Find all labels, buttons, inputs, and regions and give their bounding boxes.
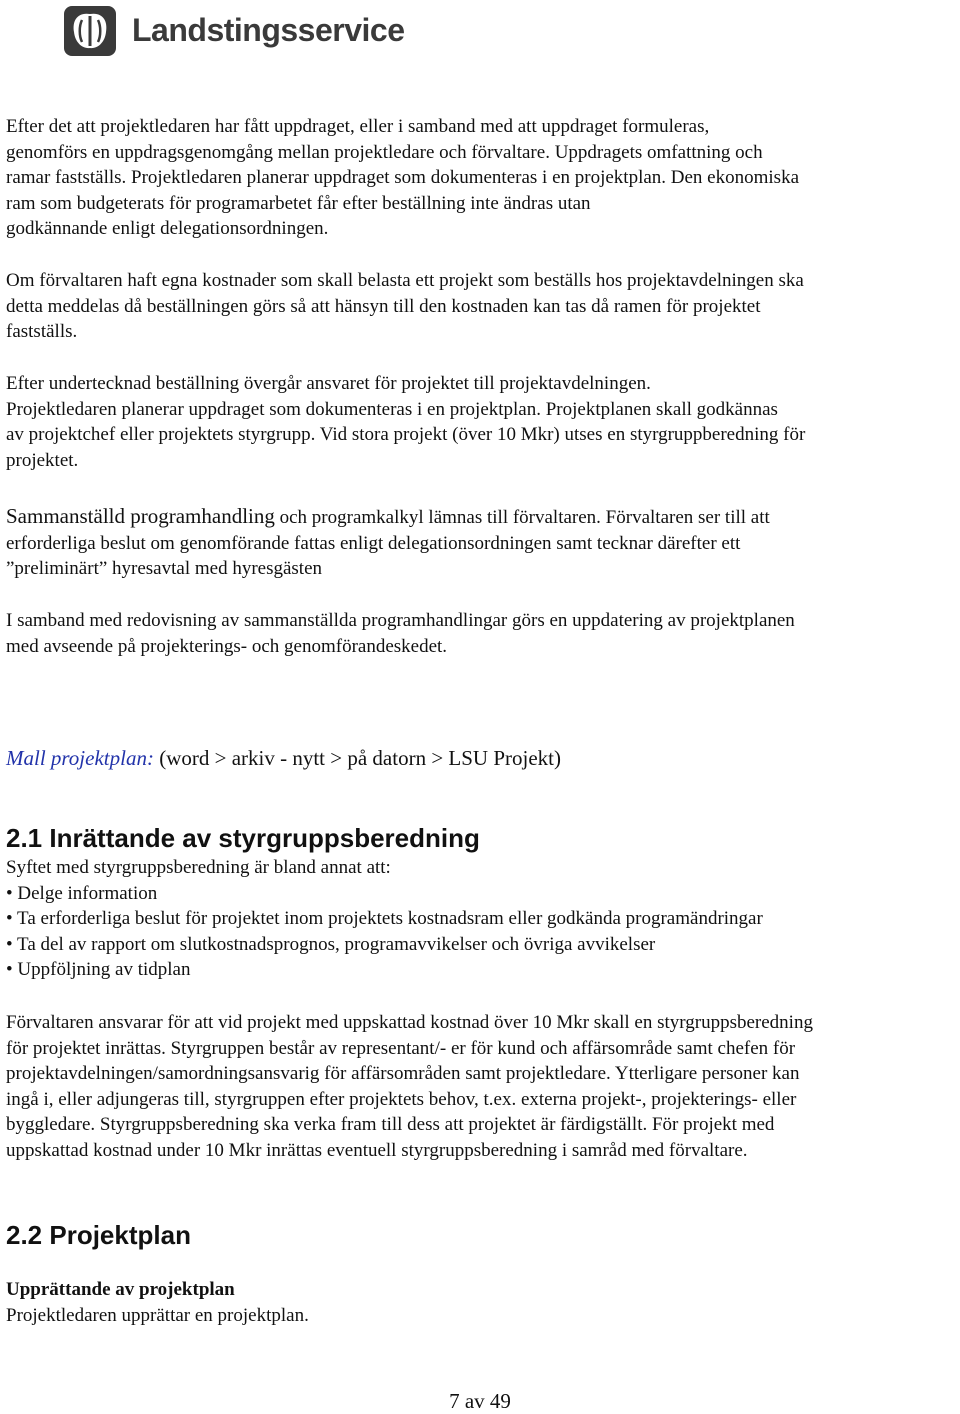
- paragraph-1: [6, 114, 956, 242]
- list-item: • Ta erforderliga beslut för projektet inom projektets kostnadsram eller godkända programändringar: [6, 908, 763, 930]
- logo: [60, 2, 405, 60]
- text-line: Projektledaren upprättar en projektplan.: [6, 1304, 309, 1326]
- text-line: projektet.: [6, 449, 79, 471]
- text-line: godkännande enligt delegationsordningen.: [6, 218, 329, 240]
- list-item: • Ta del av rapport om slutkostnadsprognos, programavvikelser och övriga avvikelser: [6, 933, 656, 955]
- landstingsservice-logo-icon: [60, 2, 120, 60]
- text-line: ram som budgeterats för programarbetet får efter beställning inte ändras utan: [6, 192, 591, 214]
- text-line: Projektledaren planerar uppdraget som dokumenteras i en projektplan. Projektplanen skall godkännas: [6, 398, 778, 420]
- paragraph-3: [6, 371, 956, 473]
- paragraph-2: [6, 268, 956, 345]
- paragraph-4: [6, 504, 956, 582]
- section-2-2-body: [6, 1277, 956, 1328]
- template-reference: [6, 744, 561, 772]
- text-line: ingå i, eller adjungeras till, styrgruppen efter projektets behov, t.ex. externa projekt-, projekterings- eller: [6, 1088, 797, 1110]
- logo-text: Landstingsservice: [132, 12, 405, 48]
- text-line: detta meddelas då beställningen görs så att hänsyn till den kostnaden kan tas då ramen för projektet: [6, 295, 761, 317]
- text-line: med avseende på projekterings- och genomförandeskedet.: [6, 635, 448, 657]
- text-line: Efter det att projektledaren har fått uppdraget, eller i samband med att uppdraget formuleras,: [6, 116, 710, 137]
- text-line: I samband med redovisning av sammanställda programhandlingar görs en uppdatering av projektplanen: [6, 610, 795, 631]
- page-number: 7 av 49: [449, 1389, 511, 1413]
- text-line: fastställs.: [6, 321, 78, 343]
- text-line: ”preliminärt” hyresavtal med hyresgästen: [6, 558, 323, 580]
- text-line: [6, 504, 956, 531]
- section-heading-2-2: 2.2 Projektplan: [6, 1220, 191, 1250]
- section-2-1-list: [6, 855, 956, 983]
- text-run: och programkalkyl lämnas till förvaltaren. Förvaltaren ser till att: [274, 507, 770, 528]
- list-item: • Uppföljning av tidplan: [6, 959, 191, 981]
- text-lead: Sammanställd programhandling: [6, 504, 275, 528]
- template-link[interactable]: Mall projektplan:: [6, 746, 154, 770]
- list-item: • Delge information: [6, 882, 158, 904]
- section-2-1-body: [6, 1010, 956, 1164]
- text-line: erforderliga beslut om genomförande fattas enligt delegationsordningen samt tecknar därefter ett: [6, 532, 741, 554]
- text-line: projektavdelningen/samordningsansvarig för affärsområden samt projektledare. Ytterligare personer kan: [6, 1063, 800, 1085]
- section-heading-2-1: 2.1 Inrättande av styrgruppsberedning: [6, 823, 480, 853]
- text-line: uppskattad kostnad under 10 Mkr inrättas eventuell styrgruppsberedning i samråd med förvaltare.: [6, 1139, 748, 1161]
- template-path: (word > arkiv - nytt > på datorn > LSU Projekt): [153, 746, 561, 770]
- text-line: Efter undertecknad beställning övergår ansvaret för projektet till projektavdelningen.: [6, 373, 651, 394]
- text-line: för projektet inrättas. Styrgruppen består av representant/- er för kund och affärsområde samt chefen för: [6, 1037, 796, 1059]
- text-line: av projektchef eller projektets styrgrupp. Vid stora projekt (över 10 Mkr) utses en styrgruppberedning för: [6, 424, 806, 446]
- subheading: Upprättande av projektplan: [6, 1279, 235, 1300]
- text-line: genomförs en uppdragsgenomgång mellan projektledare och förvaltare. Uppdragets omfattning och: [6, 141, 763, 163]
- paragraph-5: [6, 608, 956, 659]
- text-line: ramar fastställs. Projektledaren planerar uppdraget som dokumenteras i en projektplan. Den ekonomiska: [6, 167, 799, 189]
- text-line: byggledare. Styrgruppsberedning ska verka fram till dess att projektet är färdigställt. För projekt med: [6, 1114, 775, 1136]
- text-line: Om förvaltaren haft egna kostnader som skall belasta ett projekt som beställs hos projektavdelningen ska: [6, 270, 804, 291]
- text-line: Förvaltaren ansvarar för att vid projekt med uppskattad kostnad över 10 Mkr skall en styrgruppsberedning: [6, 1012, 813, 1033]
- text-line: Syftet med styrgruppsberedning är bland annat att:: [6, 857, 391, 878]
